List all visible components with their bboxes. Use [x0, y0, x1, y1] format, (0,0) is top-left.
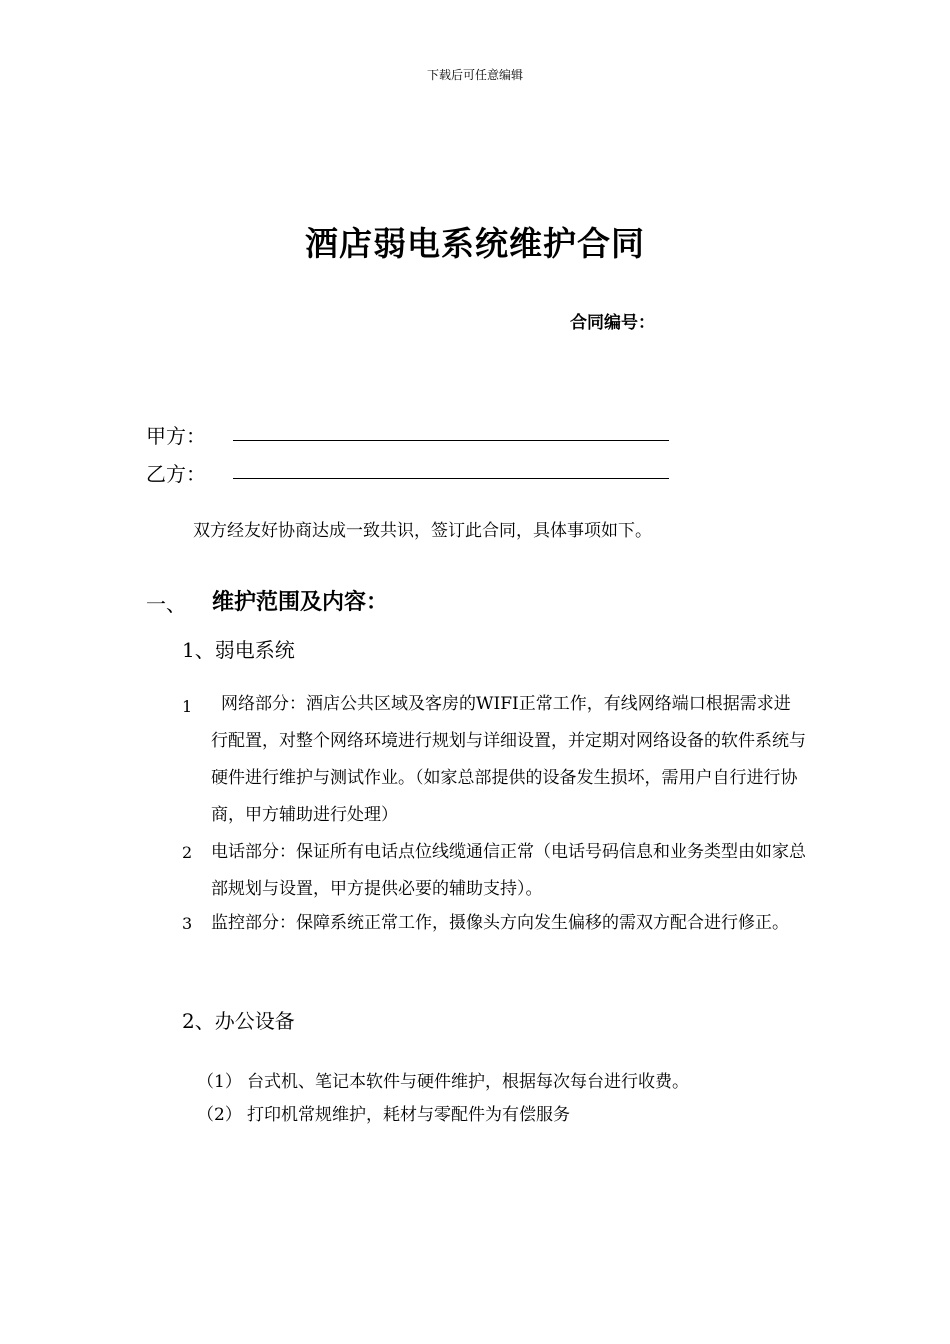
subsection-heading-office-equipment: 2、办公设备 [182, 1009, 295, 1033]
item-text-surveillance: 监控部分：保障系统正常工作，摄像头方向发生偏移的需双方配合进行修正。 [211, 913, 789, 933]
item-number: 2 [182, 843, 193, 862]
section-title: 维护范围及内容： [212, 589, 389, 615]
intro-paragraph: 双方经友好协商达成一致共识，签订此合同，具体事项如下。 [193, 521, 652, 541]
header-note: 下载后可任意编辑 [426, 68, 523, 82]
section-number: 一、 [146, 592, 186, 616]
office-item-text: 打印机常规维护，耗材与零配件为有偿服务 [247, 1105, 570, 1125]
office-item-printers [197, 1100, 570, 1125]
office-item-computers [197, 1067, 689, 1092]
party-a-label: 甲方： [146, 424, 206, 448]
item-number: 1 [182, 697, 193, 716]
contract-number-label: 合同编号： [570, 313, 655, 333]
party-a-blank-line [233, 440, 669, 441]
office-item-number: （1） [197, 1072, 242, 1092]
office-item-number: （2） [197, 1105, 242, 1125]
item-text-telephone: 电话部分：保证所有电话点位线缆通信正常（电话号码信息和业务类型由如家总部规划与设置，甲方提供必要的辅助支持）。 [211, 842, 806, 899]
subsection-heading-weak-current: 1、弱电系统 [182, 638, 295, 662]
office-item-text: 台式机、笔记本软件与硬件维护，根据每次每台进行收费。 [247, 1072, 689, 1092]
item-text-network: 网络部分：酒店公共区域及客房的WIFI正常工作，有线网络端口根据需求进行配置，对整个网络环境进行规划与详细设置，并定期对网络设备的软件系统与硬件进行维护与测试作业。（如家总部提供的设备发生损坏，需用户自行进行协商，甲方辅助进行处理） [211, 694, 806, 825]
party-b-label: 乙方： [146, 462, 206, 486]
party-b-blank-line [233, 478, 669, 479]
item-number: 3 [182, 914, 193, 933]
document-title: 酒店弱电系统维护合同 [305, 224, 645, 263]
